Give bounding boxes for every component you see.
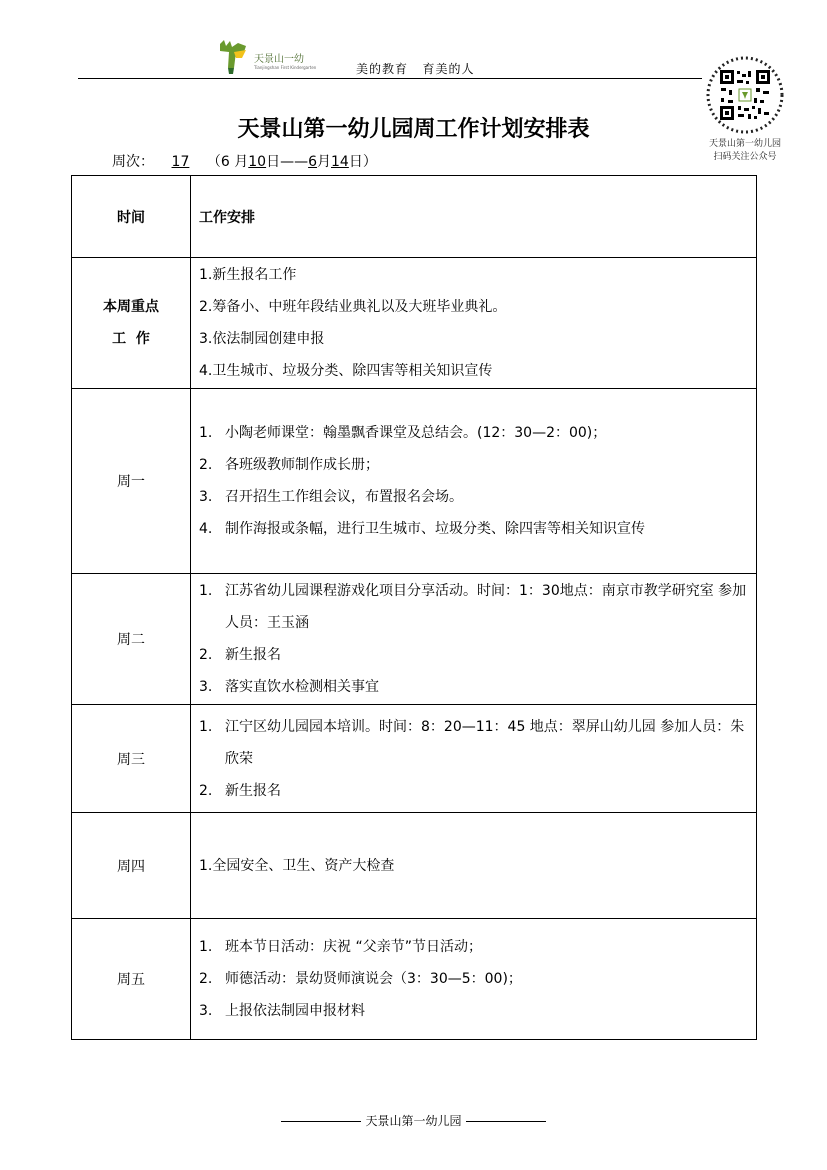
thursday-label: 周四: [72, 813, 191, 919]
week-start-day: 10: [248, 154, 267, 170]
focus-item: 4.卫生城市、垃圾分类、除四害等相关知识宣传: [199, 363, 493, 379]
week-open: （6 月: [206, 154, 249, 170]
list-item: 1. 江宁区幼儿园园本培训。时间：8：20—11：45 地点：翠屏山幼儿园 参加人员：朱欣荣: [199, 718, 745, 767]
row-thursday: [72, 813, 757, 919]
week-label: 周次：: [112, 154, 154, 170]
logo-name: 天景山一幼: [254, 54, 304, 65]
footer-dash-left: [281, 1121, 361, 1122]
monday-content: [191, 389, 757, 574]
week-end-month: 6: [308, 154, 318, 170]
list-item: 1. 江苏省幼儿园课程游戏化项目分享活动。时间：1：30地点：南京市教学研究室 参加人员：王玉涵: [199, 583, 747, 631]
friday-label: 周五: [72, 919, 191, 1040]
monday-label: 周一: [72, 389, 191, 574]
week-close: 日）: [348, 154, 377, 170]
focus-label-line1: 本周重点: [103, 299, 159, 315]
logo-subtitle: Tianjingshan First Kindergarten: [254, 65, 317, 70]
row-wednesday: [72, 705, 757, 813]
list-item: 3. 落实直饮水检测相关事宜: [199, 679, 379, 695]
focus-content: [191, 258, 757, 389]
row-tuesday: [72, 574, 757, 705]
list-item: 4. 制作海报或条幅，进行卫生城市、垃圾分类、除四害等相关知识宣传: [199, 521, 645, 537]
row-monday: [72, 389, 757, 574]
tuesday-label: 周二: [72, 574, 191, 705]
focus-item: 1.新生报名工作: [199, 267, 297, 283]
header-time: 时间: [72, 176, 191, 258]
qr-caption-line1: 天景山第一幼儿园: [708, 139, 781, 149]
friday-content: [191, 919, 757, 1040]
row-focus: [72, 258, 757, 389]
kindergarten-logo: [216, 38, 326, 78]
thursday-content: [191, 813, 757, 919]
focus-item: 3.依法制园创建申报: [199, 331, 325, 347]
thursday-item: 1.全园安全、卫生、资产大检查: [199, 857, 395, 874]
table-header-row: [72, 176, 757, 258]
list-item: 1. 小陶老师课堂：翰墨飘香课堂及总结会。(12：30—2：00)；: [199, 425, 607, 441]
list-item: 3. 召开招生工作组会议，布置报名会场。: [199, 489, 463, 505]
page-title: 天景山第一幼儿园周工作计划安排表: [237, 117, 590, 142]
focus-label: [72, 258, 191, 389]
week-end-day: 14: [331, 154, 349, 170]
week-month-char: 月: [317, 154, 332, 170]
focus-label-line2: 工 作: [112, 331, 150, 347]
wednesday-label: 周三: [72, 705, 191, 813]
work-plan-table: [71, 175, 757, 1040]
header-divider: [78, 78, 702, 79]
wednesday-content: [191, 705, 757, 813]
header-work: 工作安排: [191, 176, 757, 258]
focus-item: 2.筹备小、中班年段结业典礼以及大班毕业典礼。: [199, 299, 507, 315]
list-item: 2. 师德活动：景幼贤师演说会（3：30—5：00)；: [199, 971, 522, 987]
row-friday: [72, 919, 757, 1040]
week-info: [112, 151, 377, 171]
list-item: 2. 新生报名: [199, 647, 281, 663]
qr-caption-line2: 扫码关注公众号: [713, 152, 777, 162]
footer-dash-right: [466, 1121, 546, 1122]
list-item: 1. 班本节日活动：庆祝 “父亲节”节日活动；: [199, 939, 482, 955]
slogan: 美的教育 育美的人: [356, 62, 475, 76]
list-item: 3. 上报依法制园申报材料: [199, 1003, 365, 1019]
tuesday-content: [191, 574, 757, 705]
list-item: 2. 各班级教师制作成长册；: [199, 457, 379, 473]
week-number: 17: [171, 154, 190, 170]
footer: [0, 1112, 827, 1129]
logo-mark-icon: [216, 38, 250, 76]
week-mid: 日——: [266, 154, 309, 170]
list-item: 2. 新生报名: [199, 782, 281, 799]
footer-text: 天景山第一幼儿园: [365, 1114, 462, 1128]
